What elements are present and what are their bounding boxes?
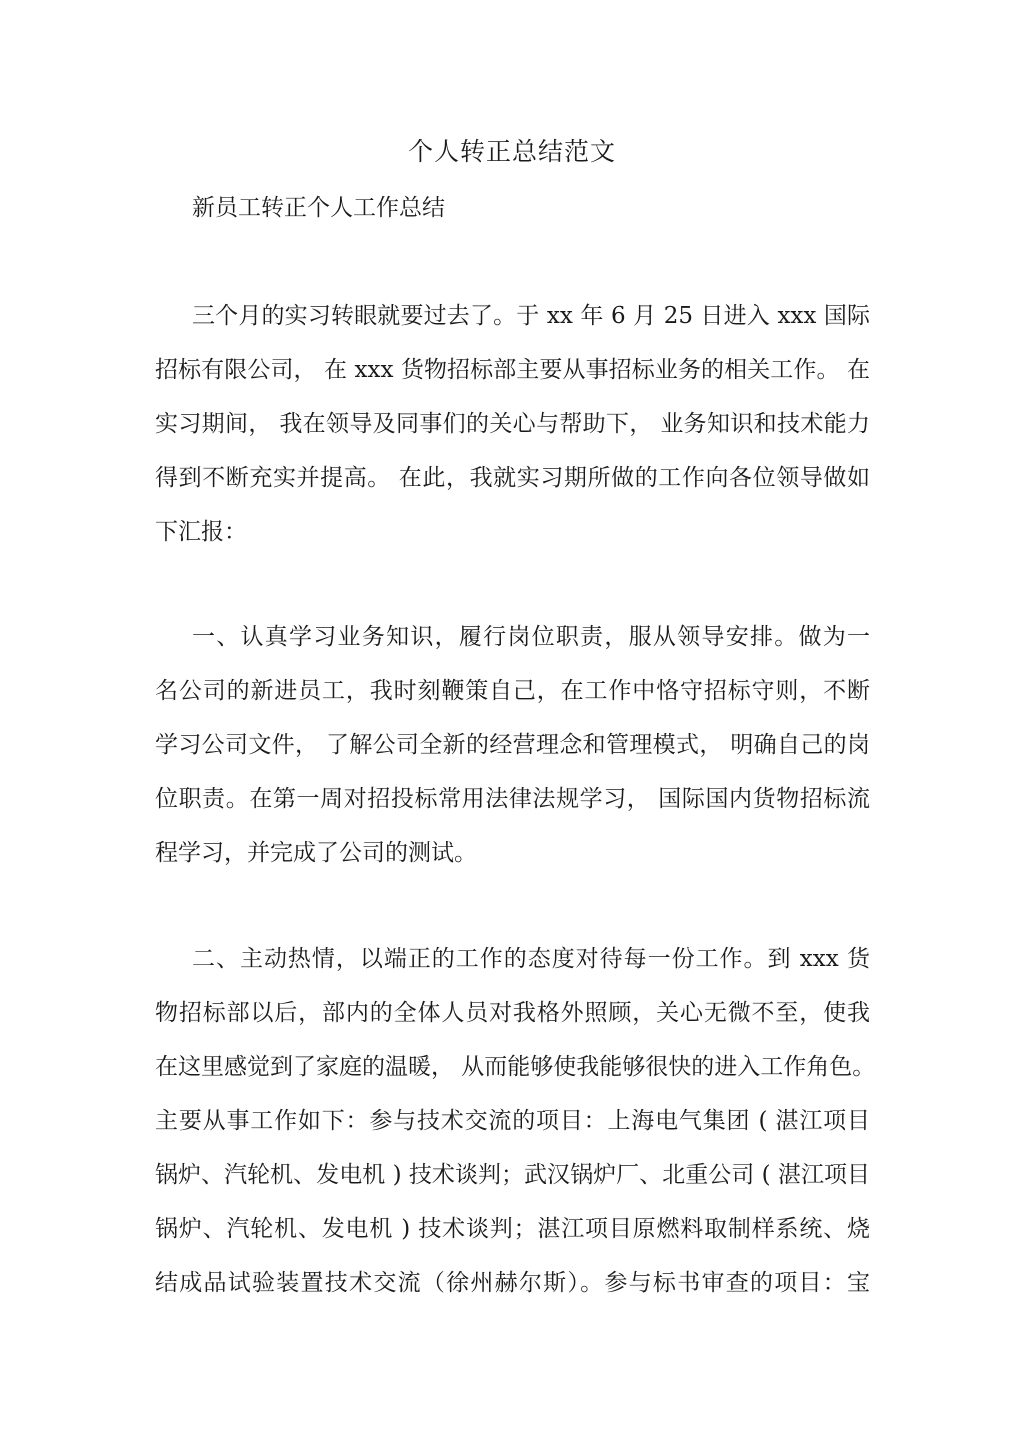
document-subtitle: 新员工转正个人工作总结 [192, 195, 445, 221]
paragraph-line: 结成品试验装置技术交流（徐州赫尔斯）。参与标书审查的项目：宝 [155, 1270, 870, 1296]
paragraph-line: 一、认真学习业务知识，履行岗位职责，服从领导安排。做为一 [192, 624, 870, 650]
paragraph-2 [155, 610, 870, 880]
paragraph-line: 主要从事工作如下：参与技术交流的项目：上海电气集团 ( 湛江项目 [155, 1108, 870, 1134]
paragraph-line: 招标有限公司， 在 xxx 货物招标部主要从事招标业务的相关工作。 在 [155, 357, 870, 383]
paragraph-line: 下汇报： [155, 519, 247, 545]
document-title: 个人转正总结范文 [407, 137, 616, 166]
paragraph-1 [155, 289, 870, 559]
paragraph-line: 学习公司文件， 了解公司全新的经营理念和管理模式， 明确自己的岗 [155, 732, 870, 758]
paragraph-line: 物招标部以后，部内的全体人员对我格外照顾，关心无微不至，使我 [155, 1000, 870, 1026]
paragraph-line: 锅炉、汽轮机、发电机 ) 技术谈判；武汉锅炉厂、北重公司 ( 湛江项目 [155, 1162, 870, 1188]
paragraph-3 [155, 932, 876, 1310]
paragraph-line: 三个月的实习转眼就要过去了。于 xx 年 6 月 25 日进入 xxx 国际 [192, 303, 870, 329]
paragraph-line: 程学习，并完成了公司的测试。 [155, 840, 477, 866]
paragraph-line: 位职责。在第一周对招投标常用法律法规学习， 国际国内货物招标流 [155, 786, 870, 812]
paragraph-line: 实习期间， 我在领导及同事们的关心与帮助下， 业务知识和技术能力 [155, 411, 870, 437]
paragraph-line: 名公司的新进员工，我时刻鞭策自己，在工作中恪守招标守则，不断 [155, 678, 870, 704]
paragraph-line: 得到不断充实并提高。 在此，我就实习期所做的工作向各位领导做如 [155, 465, 870, 491]
paragraph-line: 二、主动热情，以端正的工作的态度对待每一份工作。到 xxx 货 [192, 946, 870, 972]
paragraph-line: 锅炉、汽轮机、发电机 ) 技术谈判；湛江项目原燃料取制样系统、烧 [155, 1216, 870, 1242]
paragraph-line: 在这里感觉到了家庭的温暖， 从而能够使我能够很快的进入工作角色。 [155, 1054, 876, 1080]
